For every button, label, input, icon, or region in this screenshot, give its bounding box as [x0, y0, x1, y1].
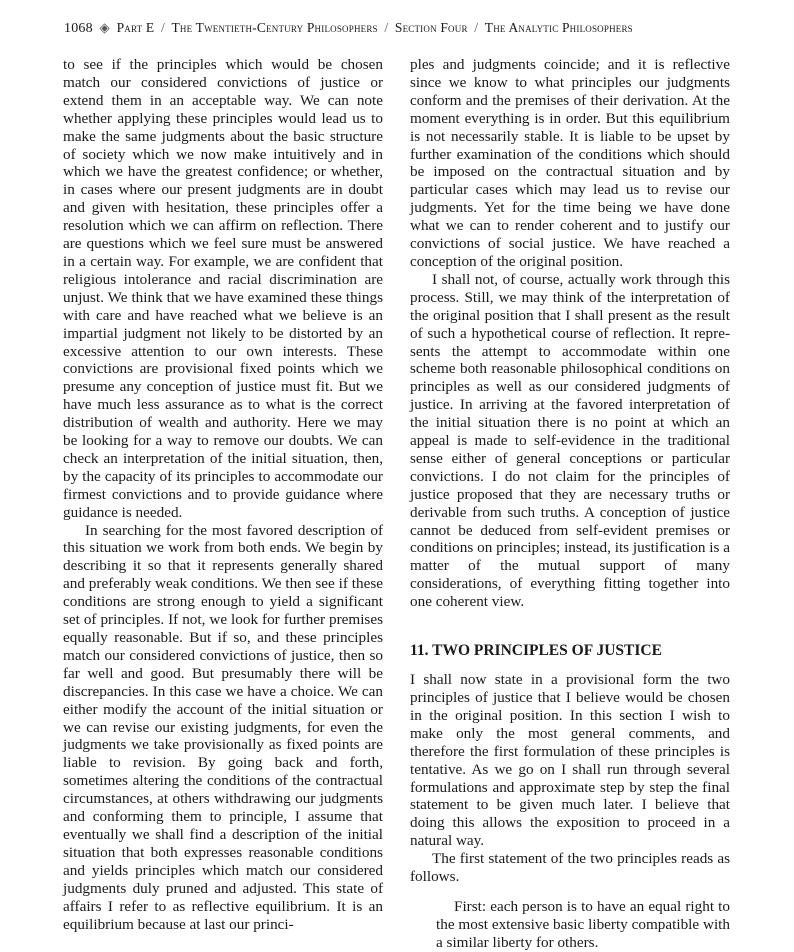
header-section: Section Four	[394, 20, 468, 35]
right-paragraph-4: The first statement of the two principles reads as follows.	[410, 850, 730, 886]
right-paragraph-2: I shall not, of course, actually work through this process. Still, we may think of the interpretation of the original position that I shall present as the result of such a hypothetical course of reflection. It represents the attempt to accommodate within one scheme both reasonable philosophical conditions on principles as well as our considered judgments of justice. In arriving at the favored interpretation of the initial situation there is no point at which an appeal is made to self-evidence in the traditional sense either of general conceptions or particular convictions. I do not claim for the principles of justice proposed that they are necessary truths or derivable from such truths. A conception of justice cannot be deduced from self-evident premises or conditions on principles; instead, its justification is a matter of the mutual support of many considerations, of everything fitting together into one coherent view.	[410, 270, 730, 611]
left-column	[63, 56, 383, 933]
running-header	[64, 20, 633, 37]
header-separator: /	[160, 20, 165, 35]
section-heading: 11. TWO PRINCIPLES OF JUSTICE	[410, 642, 662, 660]
right-paragraph-3: I shall now state in a provisional form the two principles of justice that I believe would be chosen in the original position. In this section I wish to make only the most general comments, and therefore the first formulation of these principles is tentative. As we go on I shall run through several formulations and approximate step by step the final statement to be given much later. I believe that doing this allows the exposition to proceed in a natural way.	[410, 671, 730, 850]
page-number: 1068	[64, 21, 93, 36]
header-part: Part E	[116, 20, 155, 35]
header-separator: /	[474, 20, 479, 35]
left-paragraph-2: In searching for the most favored description of this situation we work from both ends. We begin by describing it so that it represents generally shared and preferably weak conditions. We then see if these conditions are strong enough to yield a significant set of principles. If not, we look for further premises equally reasonable. But if so, and these principles match our considered convictions of justice, then so far well and good. But presumably there will be discrepancies. In this case we have a choice. We can either modify the account of the initial situation or we can revise our existing judgments, for even the judgments we take provisionally as fixed points are liable to revision. By going back and forth, sometimes altering the conditions of the contractual circumstances, at others withdrawing our judgments and conforming them to principle, I assume that eventually we shall find a description of the initial situation that both expresses reasonable conditions and yields principles which match our considered judgments duly pruned and adjusted. This state of affairs I refer to as reflective equilibrium. It is an equilibrium because at last our princi-	[63, 521, 383, 933]
header-title: The Twentieth-Century Philosophers	[171, 20, 378, 35]
header-subsection: The Analytic Philosophers	[484, 20, 633, 35]
principle-quote: First: each person is to have an equal right to the most extensive basic liberty compatible with a similar liberty for others.	[436, 897, 730, 951]
right-column	[410, 56, 730, 952]
right-paragraph-1: ples and judgments coincide; and it is reflective since we know to what principles our judgments conform and the premises of their derivation. At the moment everything is in order. But this equilibrium is not necessarily stable. It is liable to be upset by further examination of the conditions which should be imposed on the contractual situation and by particular cases which may lead us to revise our judgments. Yet for the time being we have done what we can to render coherent and to justify our convictions of social justice. We have reached a conception of the original position.	[410, 56, 730, 270]
header-separator: /	[384, 20, 389, 35]
header-bullet: ◈	[99, 20, 110, 35]
left-paragraph-1: to see if the principles which would be chosen match our considered convictions of justice or extend them in an acceptable way. We can note whether applying these principles would lead us to make the same judgments about the basic structure of society which we now make intuitively and in which we have the greatest confidence; or whether, in cases where our present judgments are in doubt and given with hesitation, these principles offer a resolution which we can affirm on reflection. There are questions which we feel sure must be answered in a certain way. For example, we are confident that religious intolerance and racial discrimination are unjust. We think that we have examined these things with care and have reached what we believe is an impartial judgment not likely to be distorted by an excessive attention to our own interests. These convictions are provisional fixed points which we presume any conception of justice must fit. But we have much less assurance as to what is the correct distribution of wealth and authority. Here we may be looking for a way to remove our doubts. We can check an interpretation of the initial situation, then, by the capacity of its principles to accommodate our firmest convictions and to provide guidance where guidance is needed.	[63, 56, 383, 521]
